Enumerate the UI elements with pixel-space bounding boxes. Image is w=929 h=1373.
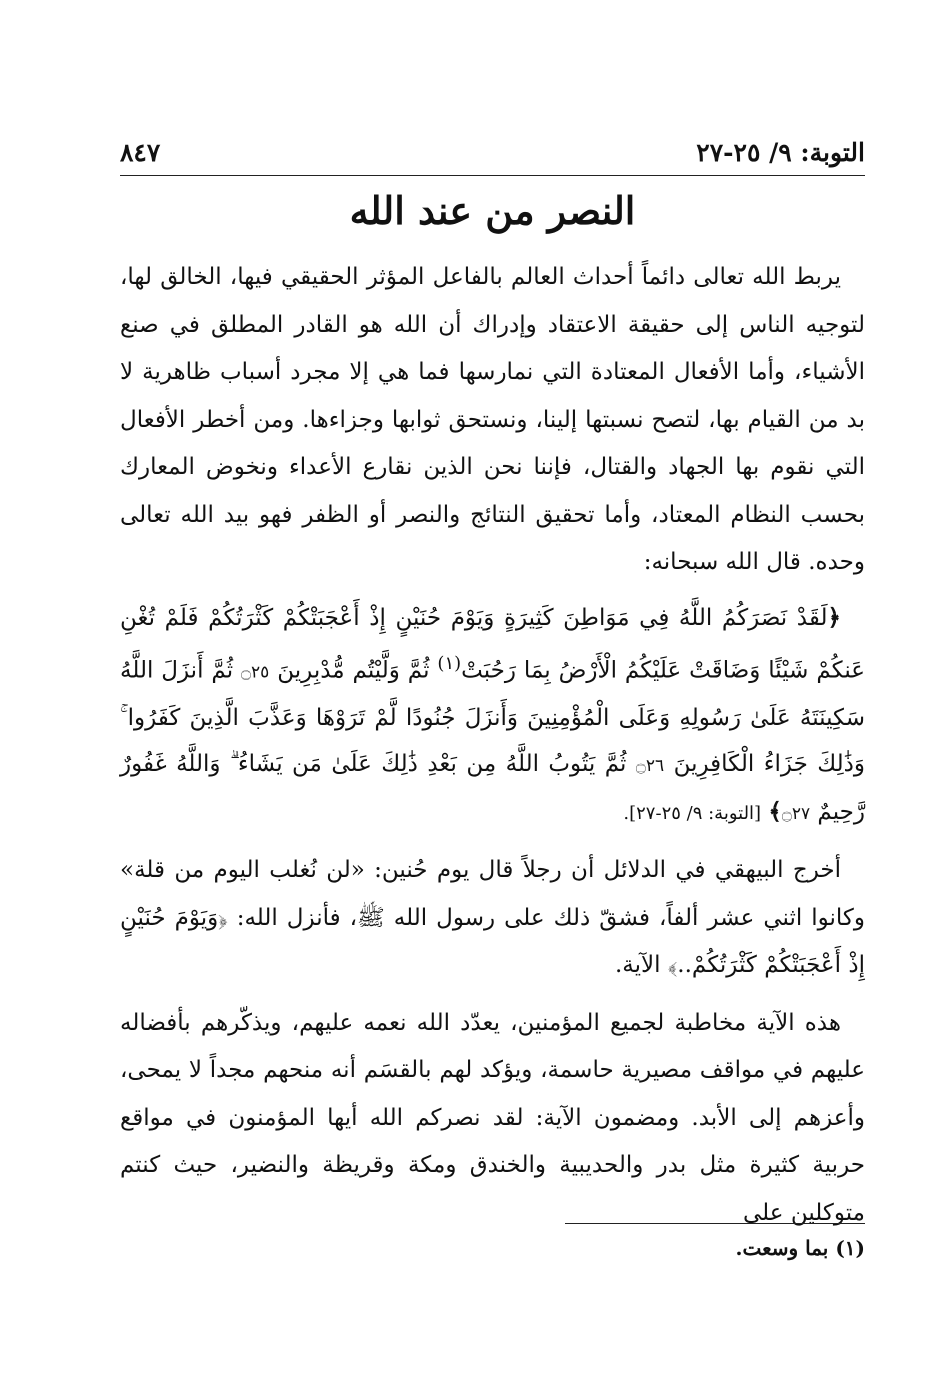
- footnote-divider: [565, 1223, 865, 1224]
- verse-number-26: ۝٢٦: [635, 756, 665, 777]
- header-divider: [120, 175, 865, 176]
- intro-paragraph: يربط الله تعالى دائماً أحداث العالم بالفاعل المؤثر الحقيقي فيها، الخالق لها، لتوجيه الناس إلى حقيقة الاعتقاد وإدراك أن الله هو القادر المطلق في صنع الأشياء، وأما الأفعال المعتادة التي نمارسها فما هي إلا مجرد أسباب ظاهرية لا بد من القيام بها، لتصح نسبتها إلينا، ونستحق ثوابها وجزاءها. ومن أخطر الأفعال التي نقوم بها الجهاد والقتال، فإننا نحن الذين نقارع الأعداء ونخوض المعارك بحسب النظام المعتاد، وأما تحقيق النتائج والنصر أو الظفر فهو بيد الله تعالى وحده. قال الله سبحانه:: [120, 264, 865, 575]
- verse-number-25: ۝٢٥: [241, 662, 270, 683]
- main-text: [120, 254, 865, 1237]
- running-header: [120, 138, 865, 174]
- page-number: ٨٤٧: [120, 138, 161, 167]
- verse-number-27: ۝٢٧: [781, 804, 811, 825]
- bayhaqi-paragraph: [120, 847, 865, 990]
- footnote-marker: (١): [437, 652, 462, 674]
- ornate-bracket-open: ﴿: [827, 604, 841, 631]
- quran-verse-block: [120, 595, 865, 838]
- footnote: (١) بما وسعت.: [735, 1236, 865, 1260]
- section-title: النصر من عند الله: [349, 188, 636, 233]
- header-surah-reference: التوبة: ٩/ ٢٥-٢٧: [696, 138, 865, 167]
- commentary-paragraph: هذه الآية مخاطبة لجميع المؤمنين، يعدّد الله نعمه عليهم، ويذكّرهم بأفضاله عليهم في مواقف مصيرية حاسمة، ويؤكد لهم بالقسَم أنه منحهم مجداً لا يمحى، وأعزهم إلى الأبد. ومضمون الآية: لقد نصركم الله أيها المؤمنون في مواقع حربية كثيرة مثل بدر والحديبية والخندق ومكة وقريظة والنضير، حيث كنتم متوكلين على: [120, 1009, 865, 1226]
- bayhaqi-verse-quote: ﴿وَيَوْمَ حُنَيْنٍ إِذْ أَعْجَبَتْكُمْ كَثْرَتُكُمْ..﴾: [120, 904, 865, 979]
- verse-text-part4: ثُمَّ يَتُوبُ اللَّهُ مِن بَعْدِ ذَٰلِكَ عَلَىٰ مَن يَشَاءُ ۗ وَاللَّهُ غَفُورٌ رَّحِيمٌ: [120, 751, 865, 826]
- verse-text-part1: لَقَدْ نَصَرَكُمُ اللَّهُ فِي مَوَاطِنَ كَثِيرَةٍ وَيَوْمَ حُنَيْنٍ إِذْ أَعْجَبَتْكُمْ كَثْرَتُكُمْ فَلَمْ تُغْنِ عَنكُمْ شَيْئًا وَضَاقَتْ عَلَيْكُمُ الْأَرْضُ بِمَا رَحُبَتْ: [120, 604, 866, 684]
- verse-text-part3: ثُمَّ أَنزَلَ اللَّهُ سَكِينَتَهُ عَلَىٰ رَسُولِهِ وَعَلَى الْمُؤْمِنِينَ وَأَنزَلَ جُنُودًا لَّمْ تَرَوْهَا وَعَذَّبَ الَّذِينَ كَفَرُوا ۚ وَذَٰلِكَ جَزَاءُ الْكَافِرِينَ: [120, 657, 866, 778]
- bayhaqi-narration: أخرج البيهقي في الدلائل أن رجلاً قال يوم حُنين: «لن نُغلب اليوم من قلة» وكانوا اثني عشر ألفاً، فشقّ ذلك على رسول الله ﷺ، فأنزل الله:: [120, 857, 865, 931]
- bayhaqi-tail: الآية.: [614, 952, 661, 979]
- verse-text-part2: ثُمَّ وَلَّيْتُم مُّدْبِرِينَ: [277, 657, 430, 684]
- ornate-bracket-close: ﴾: [768, 799, 782, 826]
- verse-reference: [التوبة: ٩/ ٢٥-٢٧].: [623, 803, 762, 825]
